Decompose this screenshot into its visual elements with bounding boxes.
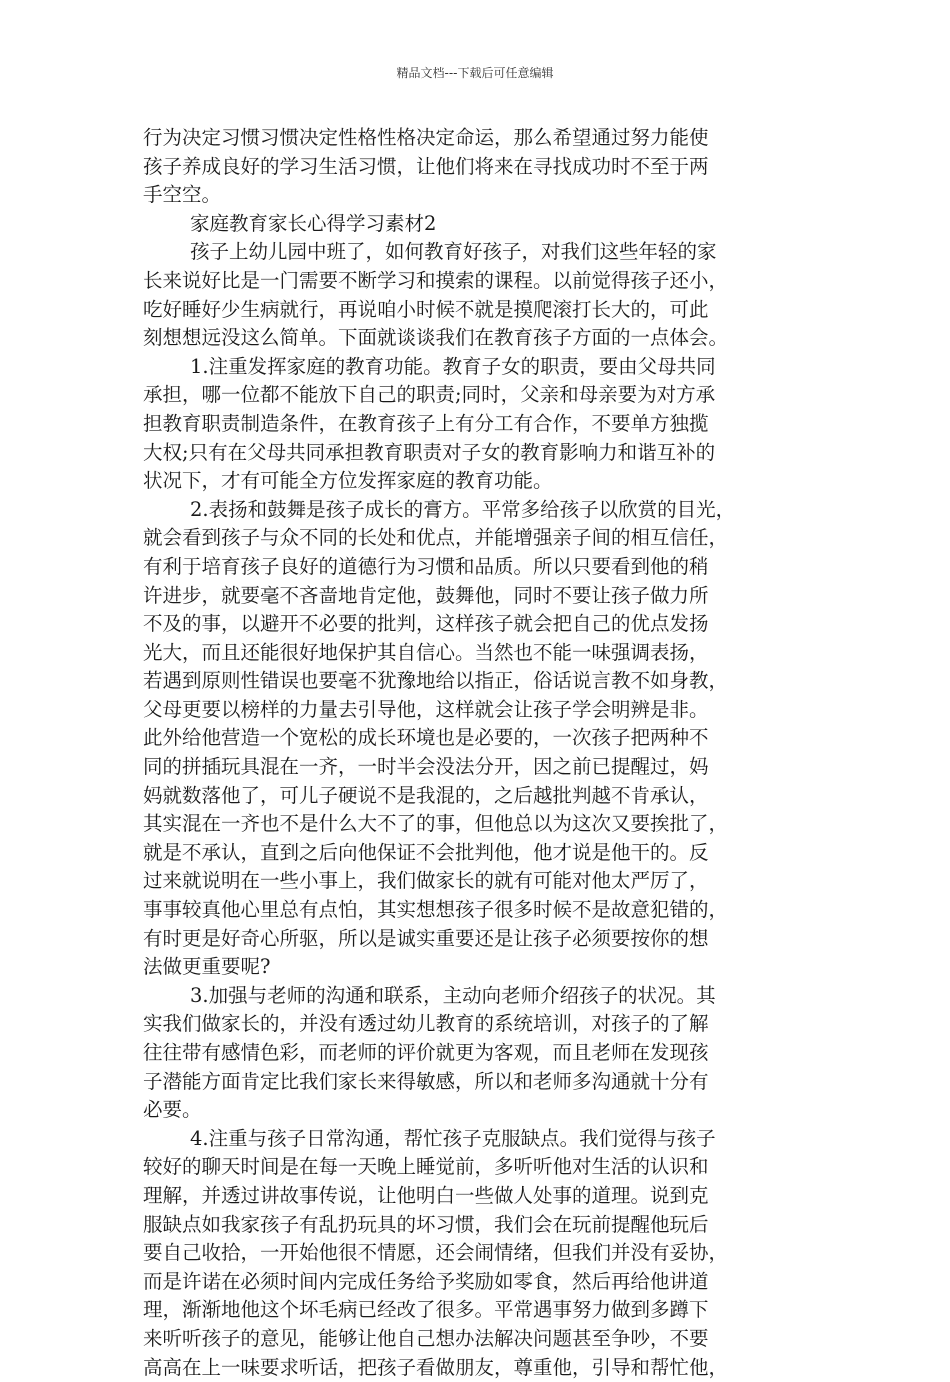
text-line: 2.表扬和鼓舞是孩子成长的膏方。平常多给孩子以欣赏的目光，: [190, 497, 736, 521]
text-line: 不及的事，以避开不必要的批判，这样孩子就会把自己的优点发扬: [143, 612, 709, 636]
page-header: 精品文档---下载后可任意编辑: [396, 66, 554, 80]
text-line: 来听听孩子的意见，能够让他自己想办法解决问题甚至争吵，不要: [143, 1326, 709, 1350]
text-line: 往往带有感情色彩，而老师的评价就更为客观，而且老师在发现孩: [143, 1041, 709, 1064]
text-line: 许进步，就要毫不吝啬地肯定他，鼓舞他，同时不要让孩子做力所: [143, 583, 709, 607]
text-line: 若遇到原则性错误也要毫不犹豫地给以指正，俗话说言教不如身教，: [143, 669, 729, 693]
text-line: 此外给他营造一个宽松的成长环境也是必要的，一次孩子把两种不: [143, 726, 709, 750]
text-line: 有利于培育孩子良好的道德行为习惯和品质。所以只要看到他的稍: [143, 554, 709, 578]
text-line: 服缺点如我家孩子有乱扔玩具的坏习惯，我们会在玩前提醒他玩后: [143, 1212, 709, 1236]
text-line: 其实混在一齐也不是什么大不了的事，但他总以为这次又要挨批了，: [143, 812, 729, 836]
text-line: 孩子养成良好的学习生活习惯，让他们将来在寻找成功时不至于两: [143, 154, 709, 178]
text-line: 刻想想远没这么简单。下面就谈谈我们在教育孩子方面的一点体会。: [143, 326, 729, 350]
text-line: 必要。: [143, 1098, 202, 1122]
text-line: 行为决定习惯习惯决定性格性格决定命运，那么希望通过努力能使: [143, 126, 709, 149]
text-line: 光大，而且还能很好地保护其自信心。当然也不能一味强调表扬，: [143, 640, 709, 664]
text-line: 高高在上一味要求听话，把孩子看做朋友，尊重他，引导和帮忙他，: [143, 1355, 729, 1379]
text-line: 理解，并透过讲故事传说，让他明白一些做人处事的道理。说到克: [143, 1183, 709, 1207]
text-line: 4.注重与孩子日常沟通，帮忙孩子克服缺点。我们觉得与孩子: [190, 1126, 716, 1150]
text-line: 父母更要以榜样的力量去引导他，这样就会让孩子学会明辨是非。: [143, 697, 709, 721]
text-line: 吃好睡好少生病就行，再说咱小时候不就是摸爬滚打长大的，可此: [143, 297, 709, 321]
text-line: 较好的聊天时间是在每一天晚上睡觉前，多听听他对生活的认识和: [143, 1155, 709, 1179]
text-line: 承担，哪一位都不能放下自己的职责;同时，父亲和母亲要为对方承: [143, 383, 716, 407]
text-line: 孩子上幼儿园中班了，如何教育好孩子，对我们这些年轻的家: [190, 240, 717, 264]
text-line: 长来说好比是一门需要不断学习和摸索的课程。以前觉得孩子还小，: [143, 268, 729, 292]
text-line: 妈就数落他了，可儿子硬说不是我混的，之后越批判越不肯承认，: [143, 783, 709, 807]
text-line: 状况下，才有可能全方位发挥家庭的教育功能。: [143, 469, 553, 493]
text-line: 1.注重发挥家庭的教育功能。教育子女的职责，要由父母共同: [190, 354, 716, 378]
text-line: 就会看到孩子与众不同的长处和优点，并能增强亲子间的相互信任，: [143, 526, 729, 550]
text-line: 就是不承认，直到之后向他保证不会批判他，他才说是他干的。反: [143, 840, 709, 864]
text-line: 事事较真他心里总有点怕，其实想想孩子很多时候不是故意犯错的，: [143, 898, 729, 922]
text-line: 有时更是好奇心所驱，所以是诚实重要还是让孩子必须要按你的想: [143, 926, 709, 950]
text-line: 大权;只有在父母共同承担教育职责对子女的教育影响力和谐互补的: [143, 440, 716, 464]
document-body: [143, 124, 813, 1382]
text-line: 实我们做家长的，并没有透过幼儿教育的系统培训，对孩子的了解: [143, 1012, 709, 1036]
text-line: 法做更重要呢?: [143, 955, 271, 979]
text-line: 担教育职责制造条件，在教育孩子上有分工有合作，不要单方独揽: [143, 411, 709, 435]
text-line: 而是许诺在必须时间内完成任务给予奖励如零食，然后再给他讲道: [143, 1269, 709, 1293]
text-line: 手空空。: [143, 183, 222, 207]
text-line: 要自己收拾，一开始他很不情愿，还会闹情绪，但我们并没有妥协，: [143, 1241, 729, 1265]
text-line: 3.加强与老师的沟通和联系，主动向老师介绍孩子的状况。其: [190, 983, 716, 1007]
text-line: 家庭教育家长心得学习素材2: [190, 211, 437, 235]
text-line: 子潜能方面肯定比我们家长来得敏感，所以和老师多沟通就十分有: [143, 1069, 709, 1093]
text-line: 过来就说明在一些小事上，我们做家长的就有可能对他太严厉了，: [143, 869, 709, 893]
text-line: 同的拼插玩具混在一齐，一时半会没法分开，因之前已提醒过，妈: [143, 755, 709, 779]
text-line: 理，渐渐地他这个坏毛病已经改了很多。平常遇事努力做到多蹲下: [143, 1298, 709, 1322]
